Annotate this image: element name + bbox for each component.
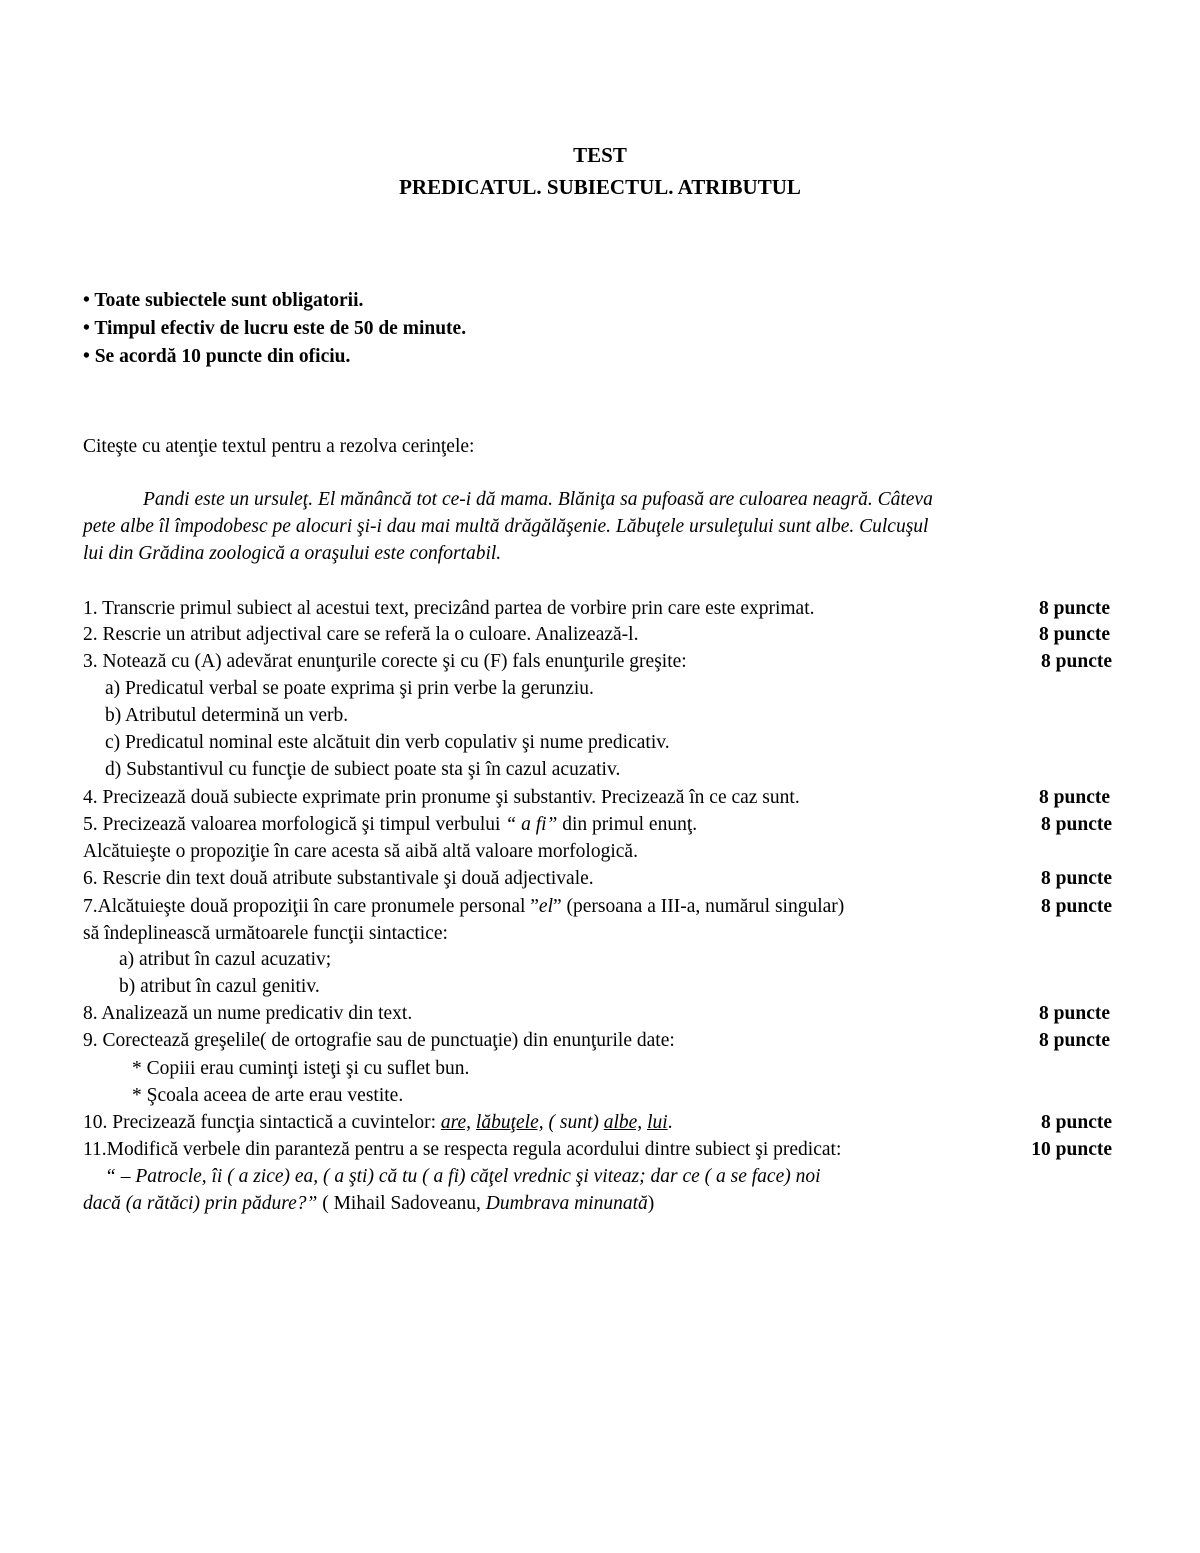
passage-line-3: lui din Grădina zoologică a oraşului este confortabil.	[83, 543, 502, 564]
question-10-word-sunt: ( sunt)	[548, 1112, 604, 1133]
question-7-text-end: ” (persoana a III-a, numărul singular)	[553, 896, 845, 917]
question-3-item-c: c) Predicatul nominal este alcătuit din verb copulativ şi nume predicativ.	[105, 732, 670, 753]
passage-line-2: pete albe îl împodobesc pe alocuri şi-i dau mai multă drăgălăşenie. Lăbuţele ursuleţului sunt albe. Culcuşul	[83, 516, 929, 537]
question-10	[83, 1110, 1116, 1136]
question-3-item-a: a) Predicatul verbal se poate exprima şi prin verbe la gerunziu.	[105, 678, 594, 699]
question-7-line-2: să îndeplinească următoarele funcţii sintactice:	[83, 923, 448, 944]
points-q4: 8 puncte	[1039, 787, 1110, 808]
question-5-text: 5. Precizează valoarea morfologică şi timpul verbului	[83, 814, 506, 835]
points-q8: 8 puncte	[1039, 1003, 1110, 1024]
question-7	[83, 894, 1116, 920]
question-6: 6. Rescrie din text două atribute substantivale şi două adjectivale.	[83, 868, 594, 889]
question-5-line-2: Alcătuieşte o propoziţie în care acesta să aibă altă valoare morfologică.	[83, 841, 638, 862]
rule-1: • Toate subiectele sunt obligatorii.	[83, 290, 364, 311]
question-10-word-are: are,	[440, 1112, 472, 1133]
question-11-book-title: Dumbrava minunată	[485, 1193, 648, 1214]
points-q10: 8 puncte	[1041, 1112, 1112, 1133]
question-5-text-end: din primul enunţ.	[557, 814, 698, 835]
question-11-quote-line-1: “ – Patrocle, îi ( a zice) ea, ( a şti) că tu ( a fi) căţel vrednic şi viteaz; dar ce ( a se face) noi	[105, 1166, 821, 1187]
question-1: 1. Transcrie primul subiect al acestui text, precizând partea de vorbire prin care este exprimat.	[83, 598, 815, 619]
question-10-word-albe: albe,	[603, 1112, 643, 1133]
page-title: TEST	[573, 143, 627, 167]
question-3-item-b: b) Atributul determină un verb.	[105, 705, 349, 726]
question-11-quote-end: dacă (a rătăci) prin pădure?”	[83, 1193, 318, 1214]
question-10-text: 10. Precizează funcţia sintactică a cuvintelor:	[83, 1112, 441, 1133]
question-11-source: ( Mihail Sadoveanu,	[317, 1193, 486, 1214]
question-7-el: el	[538, 896, 553, 917]
question-3-item-d: d) Substantivul cu funcţie de subiect poate sta şi în cazul acuzativ.	[105, 759, 621, 780]
question-5-quote: “ a fi”	[505, 814, 558, 835]
question-10-word-lui: lui	[647, 1112, 668, 1133]
points-q11: 10 puncte	[1031, 1139, 1112, 1160]
question-7-item-b: b) atribut în cazul genitiv.	[119, 976, 320, 997]
question-7-item-a: a) atribut în cazul acuzativ;	[119, 949, 332, 970]
question-11-source-end: )	[647, 1193, 655, 1214]
rule-2: • Timpul efectiv de lucru este de 50 de minute.	[83, 318, 467, 339]
question-5	[83, 812, 1116, 838]
question-2: 2. Rescrie un atribut adjectival care se referă la o culoare. Analizează-l.	[83, 624, 639, 645]
question-9: 9. Corectează greşelile( de ortografie sau de punctuaţie) din enunţurile date:	[83, 1030, 675, 1051]
page-subtitle: PREDICATUL. SUBIECTUL. ATRIBUTUL	[399, 175, 801, 199]
question-3: 3. Notează cu (A) adevărat enunţurile corecte şi cu (F) fals enunţurile greşite:	[83, 651, 687, 672]
points-q3: 8 puncte	[1041, 651, 1112, 672]
points-q2: 8 puncte	[1039, 624, 1110, 645]
points-q9: 8 puncte	[1039, 1030, 1110, 1051]
question-10-end: .	[667, 1112, 673, 1133]
passage-line-1: Pandi este un ursuleţ. El mănâncă tot ce-i dă mama. Blăniţa sa pufoasă are culoarea neagră. Câteva	[143, 489, 933, 510]
question-11-quote-line-2	[83, 1191, 1116, 1217]
question-9-item-2: * Şcoala aceea de arte erau vestite.	[132, 1085, 404, 1106]
points-q5: 8 puncte	[1041, 814, 1112, 835]
question-8: 8. Analizează un nume predicativ din text.	[83, 1003, 413, 1024]
rule-3: • Se acordă 10 puncte din oficiu.	[83, 346, 351, 367]
points-q1: 8 puncte	[1039, 598, 1110, 619]
points-q7: 8 puncte	[1041, 896, 1112, 917]
question-11: 11.Modifică verbele din paranteză pentru a se respecta regula acordului dintre subiect şi predicat:	[83, 1139, 842, 1160]
points-q6: 8 puncte	[1041, 868, 1112, 889]
question-9-item-1: * Copiii erau cuminţi isteţi şi cu suflet bun.	[132, 1058, 470, 1079]
question-7-text: 7.Alcătuieşte două propoziţii în care pronumele personal ”	[83, 896, 539, 917]
instruction: Citeşte cu atenţie textul pentru a rezolva cerinţele:	[83, 436, 475, 457]
question-4: 4. Precizează două subiecte exprimate prin pronume şi substantiv. Precizează în ce caz sunt.	[83, 787, 800, 808]
question-10-word-labutele: lăbuţele,	[475, 1112, 544, 1133]
